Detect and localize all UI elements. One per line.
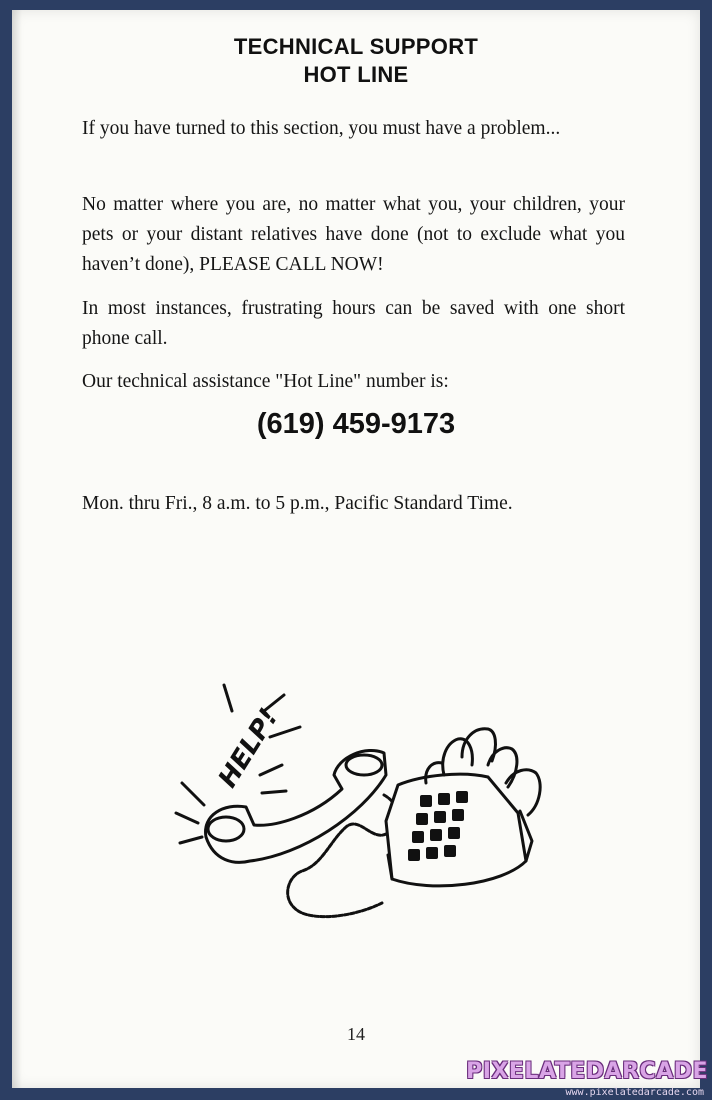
site-watermark-logo: PIXELATEDARCADE [466,1059,708,1084]
intro-paragraph: If you have turned to this section, you must have a problem... [82,118,561,139]
support-hours: Mon. thru Fri., 8 a.m. to 5 p.m., Pacific Standard Time. [82,493,513,514]
shout-line [262,791,286,793]
telephone-help-icon [162,665,562,935]
section-title-line1: TECHNICAL SUPPORT [233,34,479,59]
time-saving-paragraph: In most instances, frustrating hours can be saved with one short phone call. [82,298,625,349]
shout-line [224,685,232,711]
shout-line [182,783,204,805]
section-title-line2: HOT LINE [303,62,409,87]
shout-line [260,765,282,775]
help-exclamation: HELP! [212,703,285,794]
shout-line [176,813,198,823]
manual-page [12,10,700,1088]
page-number: 14 [347,1024,365,1044]
call-now-paragraph: No matter where you are, no matter what you, your children, your pets or your distant relatives have done (not to exclude what you haven’t done), PLEASE CALL NOW! [82,194,625,275]
hotline-phone-number: (619) 459-9173 [256,408,456,440]
spine-shadow [12,10,22,1088]
hotline-intro-paragraph: Our technical assistance "Hot Line" number is: [82,371,449,392]
site-watermark-url: www.pixelatedarcade.com [565,1087,704,1098]
shout-line [180,837,202,843]
